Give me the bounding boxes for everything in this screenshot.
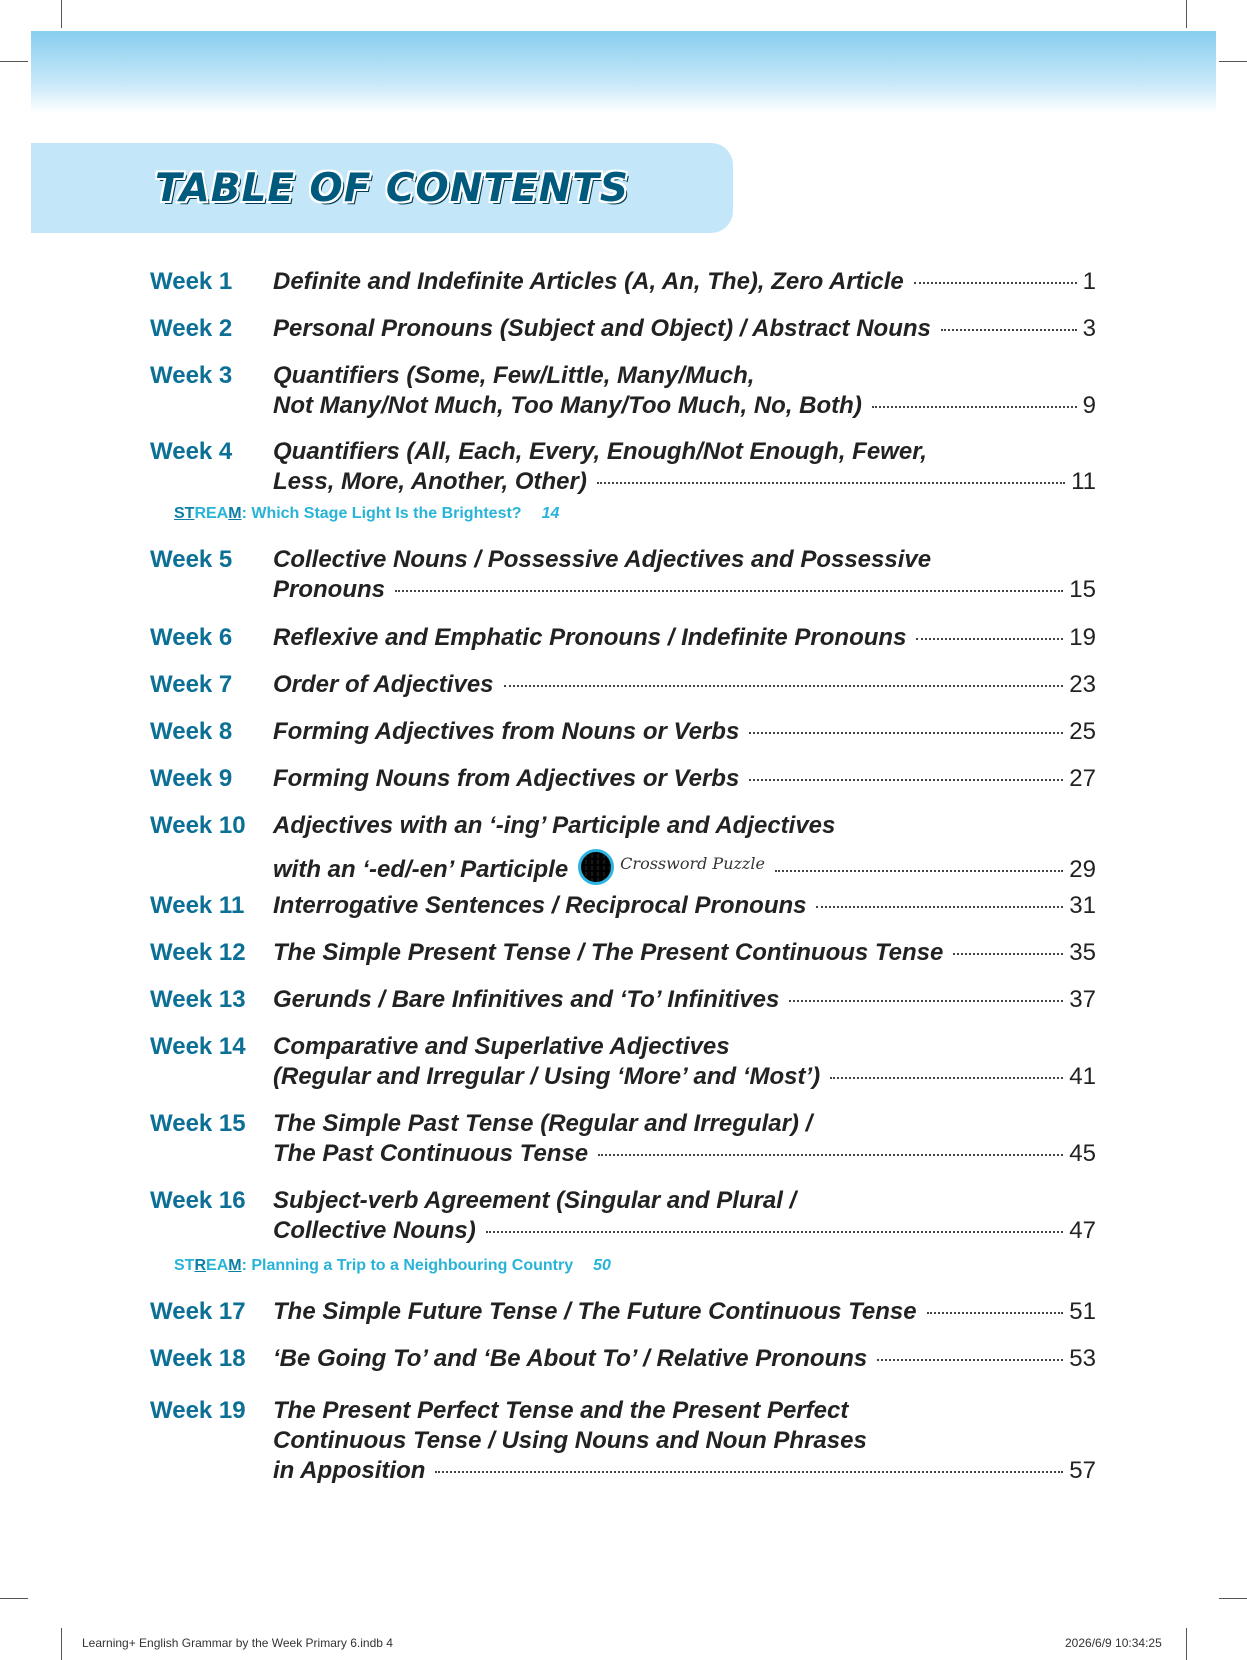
- entry-last-line: [273, 1456, 1096, 1486]
- page-number: 9: [1082, 392, 1096, 419]
- crop-mark: [1186, 0, 1187, 28]
- week-label: Week 9: [150, 765, 233, 792]
- entry-last-line: [273, 467, 1096, 497]
- dot-leader: [872, 406, 1077, 408]
- entry-title-line: The Past Continuous Tense: [273, 1140, 589, 1167]
- entry-last-line: [273, 1062, 1096, 1092]
- entry-body: [273, 314, 1096, 344]
- stream-text: S: [174, 505, 185, 522]
- entry-title-line: Continuous Tense / Using Nouns and Noun Phrases: [273, 1427, 867, 1454]
- dot-leader: [775, 870, 1063, 872]
- entry-body: [273, 545, 1096, 605]
- week-label: Week 8: [150, 718, 233, 745]
- entry-body: [273, 437, 1096, 497]
- page-number: 45: [1069, 1140, 1096, 1167]
- dot-leader: [816, 906, 1063, 908]
- stream-text: : Which Stage Light Is the Brightest?: [241, 505, 522, 522]
- entry-last-line: [273, 670, 1096, 700]
- entry-body: [273, 670, 1096, 700]
- stream-page: 14: [541, 505, 560, 522]
- page-number: 25: [1069, 718, 1096, 745]
- stream-text: M: [228, 505, 242, 522]
- entry-title-line: Forming Nouns from Adjectives or Verbs: [273, 765, 740, 792]
- week-label: Week 15: [150, 1110, 246, 1137]
- entry-last-line: [273, 623, 1096, 653]
- entry-body: [273, 891, 1096, 921]
- crop-mark: [1219, 61, 1247, 62]
- entry-title-line: Less, More, Another, Other): [273, 468, 587, 495]
- week-label: Week 5: [150, 546, 233, 573]
- footer-file-info: Learning+ English Grammar by the Week Primary 6.indb 4: [82, 1636, 393, 1650]
- entry-title-line: Order of Adjectives: [273, 671, 494, 698]
- week-label: Week 18: [150, 1345, 246, 1372]
- week-label: Week 1: [150, 268, 233, 295]
- page-number: 37: [1069, 986, 1096, 1013]
- dot-leader: [953, 953, 1063, 955]
- entry-last-line: [273, 1216, 1096, 1246]
- week-label: Week 10: [150, 812, 246, 839]
- entry-body: [273, 267, 1096, 297]
- stream-activity: [174, 505, 559, 523]
- entry-title-line: Not Many/Not Much, Too Many/Too Much, No, Both): [273, 392, 862, 419]
- entry-title-line: The Simple Future Tense / The Future Continuous Tense: [273, 1298, 917, 1325]
- crop-mark: [0, 1598, 28, 1599]
- entry-last-line: [273, 764, 1096, 794]
- entry-title-line: Reflexive and Emphatic Pronouns / Indefinite Pronouns: [273, 624, 907, 651]
- crop-mark: [61, 0, 62, 28]
- entry-body: [273, 1186, 1096, 1246]
- week-label: Week 12: [150, 939, 246, 966]
- week-label: Week 2: [150, 315, 233, 342]
- page-number: 1: [1082, 268, 1096, 295]
- entry-last-line: [273, 575, 1096, 605]
- page-number: 57: [1069, 1457, 1096, 1484]
- page-number: 47: [1069, 1217, 1096, 1244]
- entry-body: [273, 811, 1096, 885]
- entry-title-line: The Simple Present Tense / The Present Continuous Tense: [273, 939, 944, 966]
- stream-activity: [174, 1257, 611, 1275]
- dot-leader: [597, 482, 1065, 484]
- entry-last-line: [273, 1139, 1096, 1169]
- page-title: TABLE OF CONTENTS: [155, 166, 629, 211]
- entry-title-line: Collective Nouns): [273, 1217, 476, 1244]
- stream-text: M: [228, 1257, 242, 1274]
- entry-title-line: Comparative and Superlative Adjectives: [273, 1033, 730, 1060]
- entry-title-line: Adjectives with an ‘-ing’ Participle and Adjectives: [273, 812, 836, 839]
- crop-mark: [61, 1628, 62, 1660]
- week-label: Week 11: [150, 892, 245, 919]
- entry-title-line: Interrogative Sentences / Reciprocal Pronouns: [273, 892, 807, 919]
- entry-title-line: Definite and Indefinite Articles (A, An, The), Zero Article: [273, 268, 904, 295]
- entry-last-line: [273, 314, 1096, 344]
- page-number: 35: [1069, 939, 1096, 966]
- entry-title-line: (Regular and Irregular / Using ‘More’ and ‘Most’): [273, 1063, 821, 1090]
- week-label: Week 14: [150, 1033, 246, 1060]
- entry-last-line: [273, 1297, 1096, 1327]
- entry-body: [273, 985, 1096, 1015]
- page-number: 3: [1082, 315, 1096, 342]
- week-label: Week 13: [150, 986, 246, 1013]
- page-number: 19: [1069, 624, 1096, 651]
- dot-leader: [395, 590, 1063, 592]
- dot-leader: [941, 329, 1077, 331]
- entry-last-line: [273, 891, 1096, 921]
- entry-title-line: Pronouns: [273, 576, 385, 603]
- entry-body: [273, 1396, 1096, 1486]
- crop-mark: [1186, 1628, 1187, 1660]
- entry-last-line: [273, 841, 1096, 885]
- crop-mark: [1219, 1598, 1247, 1599]
- stream-text: T: [184, 505, 195, 522]
- entry-last-line: [273, 1344, 1096, 1374]
- week-label: Week 4: [150, 438, 233, 465]
- entry-body: [273, 938, 1096, 968]
- entry-title-line: ‘Be Going To’ and ‘Be About To’ / Relative Pronouns: [273, 1345, 868, 1372]
- page-number: 27: [1069, 765, 1096, 792]
- week-label: Week 6: [150, 624, 233, 651]
- page-number: 31: [1069, 892, 1096, 919]
- entry-title-line: Collective Nouns / Possessive Adjectives and Possessive: [273, 546, 932, 573]
- entry-body: [273, 717, 1096, 747]
- entry-title-line: with an ‘-ed/-en’ Participle: [273, 856, 569, 883]
- week-label: Week 19: [150, 1397, 246, 1424]
- entry-title-line: The Present Perfect Tense and the Present Perfect: [273, 1397, 849, 1424]
- page-number: 11: [1071, 468, 1096, 495]
- crossword-icon: [578, 849, 614, 885]
- stream-text: REA: [194, 505, 229, 522]
- entry-last-line: [273, 985, 1096, 1015]
- entry-body: [273, 1032, 1096, 1092]
- footer-timestamp: 2026/6/9 10:34:25: [1065, 1636, 1162, 1650]
- entry-title-line: in Apposition: [273, 1457, 426, 1484]
- entry-body: [273, 764, 1096, 794]
- dot-leader: [914, 282, 1077, 284]
- stream-text: ST: [174, 1257, 195, 1274]
- entry-title-line: The Simple Past Tense (Regular and Irregular) /: [273, 1110, 813, 1137]
- stream-text: : Planning a Trip to a Neighbouring Country: [241, 1257, 574, 1274]
- week-label: Week 16: [150, 1187, 246, 1214]
- entry-title-line: Quantifiers (All, Each, Every, Enough/Not Enough, Fewer,: [273, 438, 927, 465]
- week-label: Week 17: [150, 1298, 246, 1325]
- dot-leader: [749, 779, 1063, 781]
- stream-text: R: [194, 1257, 207, 1274]
- entry-body: [273, 1297, 1096, 1327]
- entry-title-line: Forming Adjectives from Nouns or Verbs: [273, 718, 740, 745]
- entry-body: [273, 623, 1096, 653]
- entry-last-line: [273, 938, 1096, 968]
- header-band: [31, 31, 1216, 113]
- page-number: 15: [1069, 576, 1096, 603]
- dot-leader: [789, 1000, 1063, 1002]
- crop-mark: [0, 61, 28, 62]
- page-number: 53: [1069, 1345, 1096, 1372]
- week-label: Week 3: [150, 362, 233, 389]
- dot-leader: [504, 685, 1064, 687]
- entry-last-line: [273, 267, 1096, 297]
- entry-body: [273, 1344, 1096, 1374]
- entry-title-line: Quantifiers (Some, Few/Little, Many/Much,: [273, 362, 755, 389]
- page-number: 29: [1069, 856, 1096, 883]
- entry-last-line: [273, 391, 1096, 421]
- stream-text: EA: [206, 1257, 229, 1274]
- week-label: Week 7: [150, 671, 233, 698]
- dot-leader: [877, 1359, 1063, 1361]
- dot-leader: [927, 1312, 1064, 1314]
- entry-body: [273, 1109, 1096, 1169]
- entry-title-line: Personal Pronouns (Subject and Object) / Abstract Nouns: [273, 315, 931, 342]
- dot-leader: [598, 1154, 1063, 1156]
- dot-leader: [916, 638, 1063, 640]
- page-number: 41: [1069, 1063, 1096, 1090]
- crossword-label: Crossword Puzzle: [620, 854, 765, 873]
- dot-leader: [830, 1077, 1063, 1079]
- entry-body: [273, 361, 1096, 421]
- entry-title-line: Gerunds / Bare Infinitives and ‘To’ Infinitives: [273, 986, 780, 1013]
- page-number: 23: [1069, 671, 1096, 698]
- dot-leader: [435, 1471, 1063, 1473]
- stream-page: 50: [593, 1257, 611, 1274]
- entry-title-line: Subject-verb Agreement (Singular and Plural /: [273, 1187, 797, 1214]
- entry-last-line: [273, 717, 1096, 747]
- dot-leader: [749, 732, 1063, 734]
- dot-leader: [486, 1231, 1064, 1233]
- page-number: 51: [1069, 1298, 1096, 1325]
